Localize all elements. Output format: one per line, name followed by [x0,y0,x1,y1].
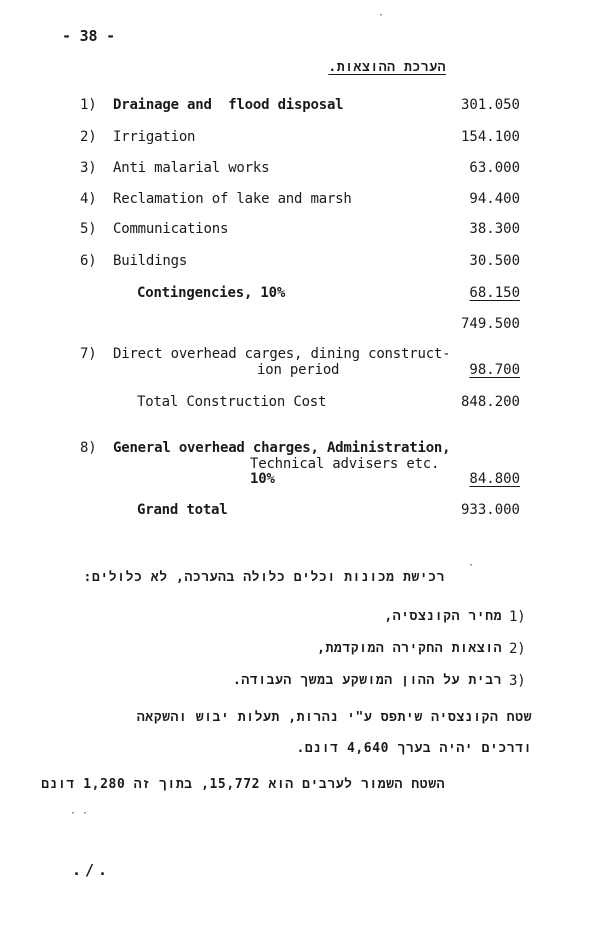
item-number: 2) [80,129,97,145]
hebrew-list-text: מחיר הקונצסיה, [384,609,502,624]
contingencies-label: Contingencies, 10% [137,285,286,301]
hebrew-paragraph-1-line2: ודרכים יהיה בערך 4,640 דונם. [296,741,532,756]
item-label: Reclamation of lake and marsh [113,191,352,207]
item-value: 38.300 [469,221,520,237]
item-number: 1) [80,97,97,113]
hebrew-list-text: רבית על ההון המושקע במשך העבודה. [233,673,502,688]
hebrew-list-text: הוצאות החקירה המוקדמת, [317,641,502,656]
item-value: 94.400 [469,191,520,207]
item-label: Communications [113,221,229,237]
contingencies-value: 68.150 [469,285,520,301]
item-number: 5) [80,221,97,237]
hebrew-intro: רכישת מכונות וכלים כלולה בהערכה, לא כלולים: [83,570,445,585]
hebrew-paragraph-2: השטח השמור לערבים הוא 15,772, בתוך זה 1,280 דונם [41,777,445,792]
item-value: 154.100 [460,129,520,145]
page-heading: הערכת ההוצאות. [328,60,446,75]
item-label: Buildings [113,253,188,269]
item-number: 3) [80,160,97,176]
item-label-line2: ion period [257,362,340,378]
item-label-line1: General overhead charges, Administration, [113,440,451,456]
item-number: 6) [80,253,97,269]
total-construction-label: Total Construction Cost [137,394,327,410]
item-value: 84.800 [469,471,520,487]
grand-total-value: 933.000 [460,502,520,518]
item-value: 301.050 [460,97,520,113]
item-number: 8) [80,440,97,456]
subtotal-value: 749.500 [460,316,520,332]
item-label: Drainage and flood disposal [113,97,344,113]
item-label: Anti malarial works [113,160,270,176]
item-label-line3: 10% [250,471,275,487]
item-number: 7) [80,346,97,362]
item-value: 98.700 [469,362,520,378]
scan-speck: · · [70,808,89,819]
item-label: Irrigation [113,129,196,145]
hebrew-list-number: 1) [509,609,526,625]
hebrew-list-number: 2) [509,641,526,657]
page-number: - 38 - [62,27,115,45]
total-construction-value: 848.200 [460,394,520,410]
scan-speck: · [378,10,385,21]
footer-mark: ./. [72,861,112,879]
grand-total-label: Grand total [137,502,228,518]
hebrew-list-number: 3) [509,673,526,689]
item-value: 30.500 [469,253,520,269]
item-value: 63.000 [469,160,520,176]
scan-speck: · [468,560,475,571]
hebrew-paragraph-1-line1: שטח הקונצסיה שיתפס ע"י נהרות, תעלות יבוש והשקאה [136,710,532,725]
item-label-line1: Direct overhead carges, dining construct- [113,346,451,362]
item-label-line2: Technical advisers etc. [250,456,440,472]
item-number: 4) [80,191,97,207]
